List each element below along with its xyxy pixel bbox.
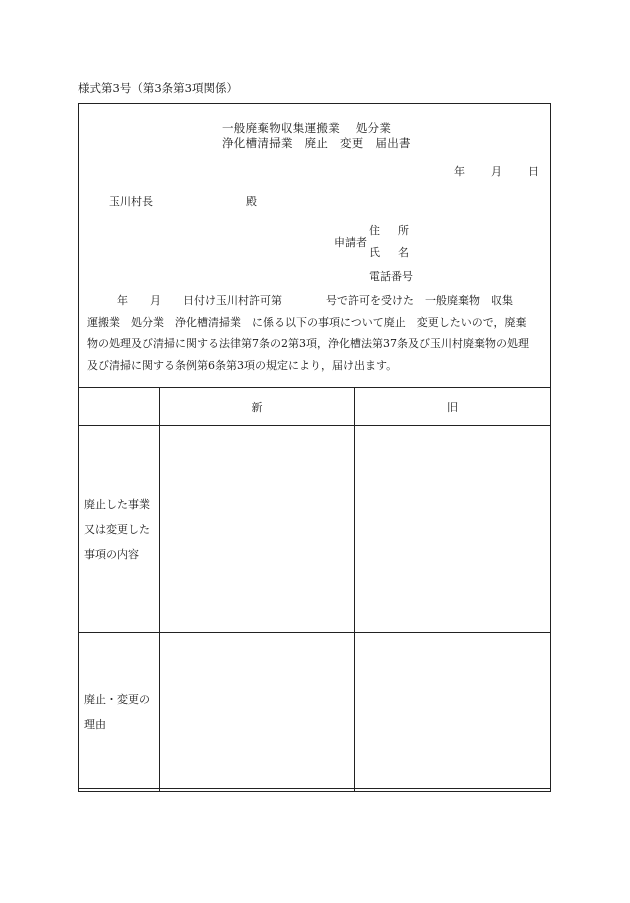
content-new-cell[interactable] [160, 426, 355, 633]
address-label: 住所 [369, 224, 427, 237]
header-empty-cell [79, 388, 160, 426]
title-line-2: 浄化槽清掃業 廃止 変更 届出書 [222, 136, 411, 150]
phone-label: 電話番号 [369, 270, 413, 283]
title-line-1: 一般廃棄物収集運搬業 処分業 [222, 121, 392, 135]
reason-new-cell[interactable] [160, 633, 355, 792]
body-line-2: 運搬業 処分業 浄化槽清掃業 に係る以下の事項について廃止 変更したいので，廃棄 [87, 315, 527, 329]
name-label: 氏名 [369, 246, 427, 259]
header-new: 新 [160, 388, 355, 426]
change-details-table [78, 387, 551, 792]
reason-old-cell[interactable] [355, 633, 551, 792]
addressee-honorific: 殿 [246, 195, 257, 208]
date-day: 日 [528, 165, 539, 178]
date-month: 月 [491, 165, 502, 178]
body-line-4: 及び清掃に関する条例第6条第3項の規定により，届け出ます。 [87, 358, 398, 372]
content-old-cell[interactable] [355, 426, 551, 633]
row-label-reason: 廃止・変更の 理由 [79, 633, 160, 792]
header-old: 旧 [355, 388, 551, 426]
table-row-content [79, 426, 551, 633]
notification-body [87, 290, 545, 376]
table-header-row [79, 388, 551, 426]
addressee-name: 玉川村長 [109, 195, 153, 208]
notification-form [78, 103, 551, 789]
row-label-content: 廃止した事業 又は変更した 事項の内容 [79, 426, 160, 633]
table-row-reason [79, 633, 551, 792]
body-line-1: 年 月 日付け玉川村許可第 号で許可を受けた 一般廃棄物 収集 [117, 294, 513, 307]
date-year: 年 [454, 165, 465, 178]
body-line-3: 物の処理及び清掃に関する法律第7条の2第3項，浄化槽法第37条及び玉川村廃棄物の処理 [87, 337, 529, 350]
applicant-label: 申請者 [334, 236, 367, 249]
form-number-label: 様式第3号（第3条第3項関係） [78, 81, 238, 95]
